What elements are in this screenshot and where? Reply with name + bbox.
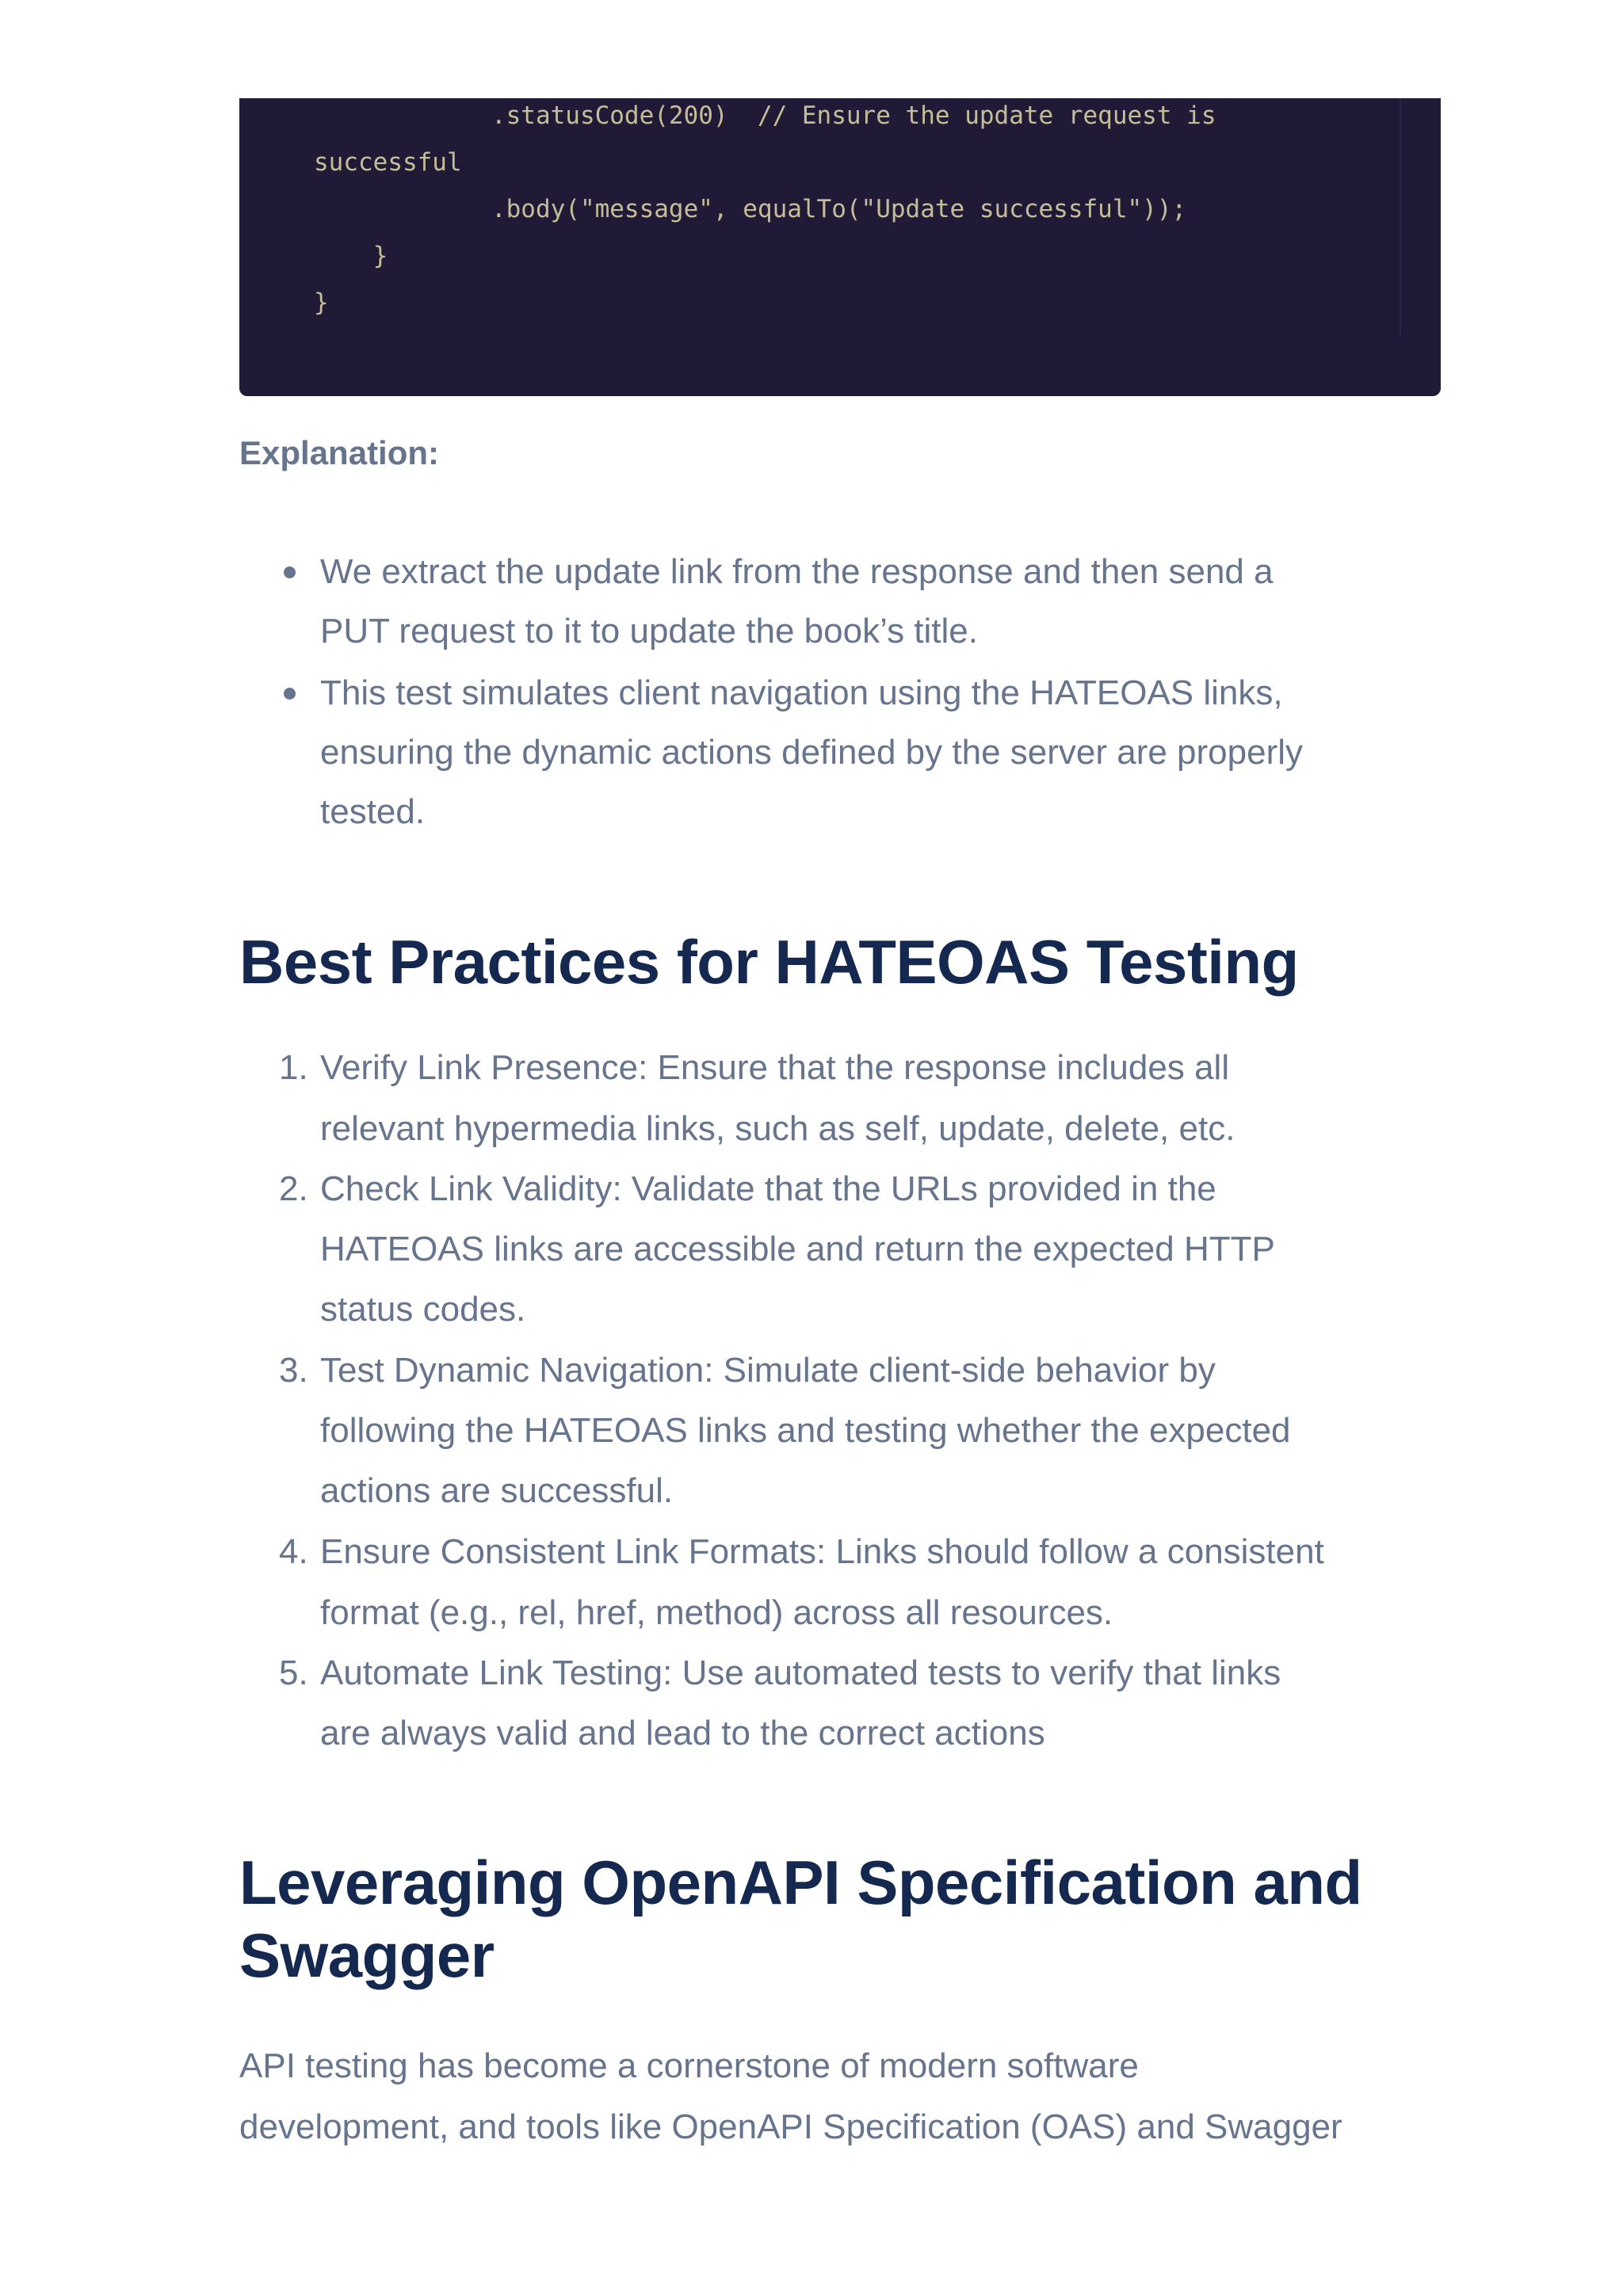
- section-heading: Leveraging OpenAPI Specification and: [239, 1848, 1362, 1917]
- list-item-line: Test Dynamic Navigation: Simulate client-side behavior by: [320, 1351, 1216, 1390]
- list-item-line: HATEOAS links are accessible and return the expected HTTP: [320, 1230, 1275, 1268]
- bullet-icon: [284, 688, 296, 700]
- list-item-line: Check Link Validity: Validate that the URLs provided in the: [320, 1169, 1216, 1208]
- code-line: }: [314, 242, 388, 270]
- list-item-line: ensuring the dynamic actions defined by the server are properly: [320, 733, 1304, 772]
- section-heading: Best Practices for HATEOAS Testing: [239, 927, 1299, 997]
- paragraph-line: API testing has become a cornerstone of modern software: [239, 2046, 1139, 2085]
- code-line: .statusCode(200) // Ensure the update request is: [314, 101, 1216, 130]
- list-item-line: Ensure Consistent Link Formats: Links should follow a consistent: [320, 1532, 1324, 1571]
- list-item-line: are always valid and lead to the correct actions: [320, 1714, 1045, 1753]
- list-item-line: PUT request to it to update the book’s title.: [320, 612, 978, 650]
- list-item-line: tested.: [320, 792, 426, 831]
- code-line: successful: [314, 148, 462, 177]
- code-scrollbar[interactable]: [1400, 98, 1401, 336]
- list-item-line: relevant hypermedia links, such as self, update, delete, etc.: [320, 1109, 1235, 1148]
- explanation-label: Explanation:: [239, 434, 440, 471]
- list-item-line: Automate Link Testing: Use automated tests to verify that links: [320, 1653, 1281, 1692]
- list-number: 3.: [279, 1351, 308, 1390]
- list-number: 1.: [279, 1048, 308, 1087]
- paragraph-line: development, and tools like OpenAPI Specification (OAS) and Swagger: [239, 2107, 1342, 2146]
- bullet-icon: [284, 566, 296, 578]
- code-block: [239, 98, 1441, 396]
- list-item-line: format (e.g., rel, href, method) across all resources.: [320, 1593, 1113, 1632]
- list-item-line: This test simulates client navigation using the HATEOAS links,: [320, 673, 1283, 712]
- list-number: 5.: [279, 1653, 308, 1692]
- code-line: .body("message", equalTo("Update successful"));: [314, 195, 1187, 223]
- section-heading: Swagger: [239, 1920, 495, 1990]
- list-item-line: We extract the update link from the response and then send a: [320, 552, 1274, 591]
- list-item-line: Verify Link Presence: Ensure that the response includes all: [320, 1048, 1230, 1087]
- code-line: }: [314, 288, 329, 317]
- list-item-line: actions are successful.: [320, 1471, 674, 1510]
- list-number: 2.: [279, 1169, 308, 1208]
- list-item-line: status codes.: [320, 1290, 526, 1329]
- list-item-line: following the HATEOAS links and testing whether the expected: [320, 1411, 1291, 1450]
- list-number: 4.: [279, 1532, 308, 1571]
